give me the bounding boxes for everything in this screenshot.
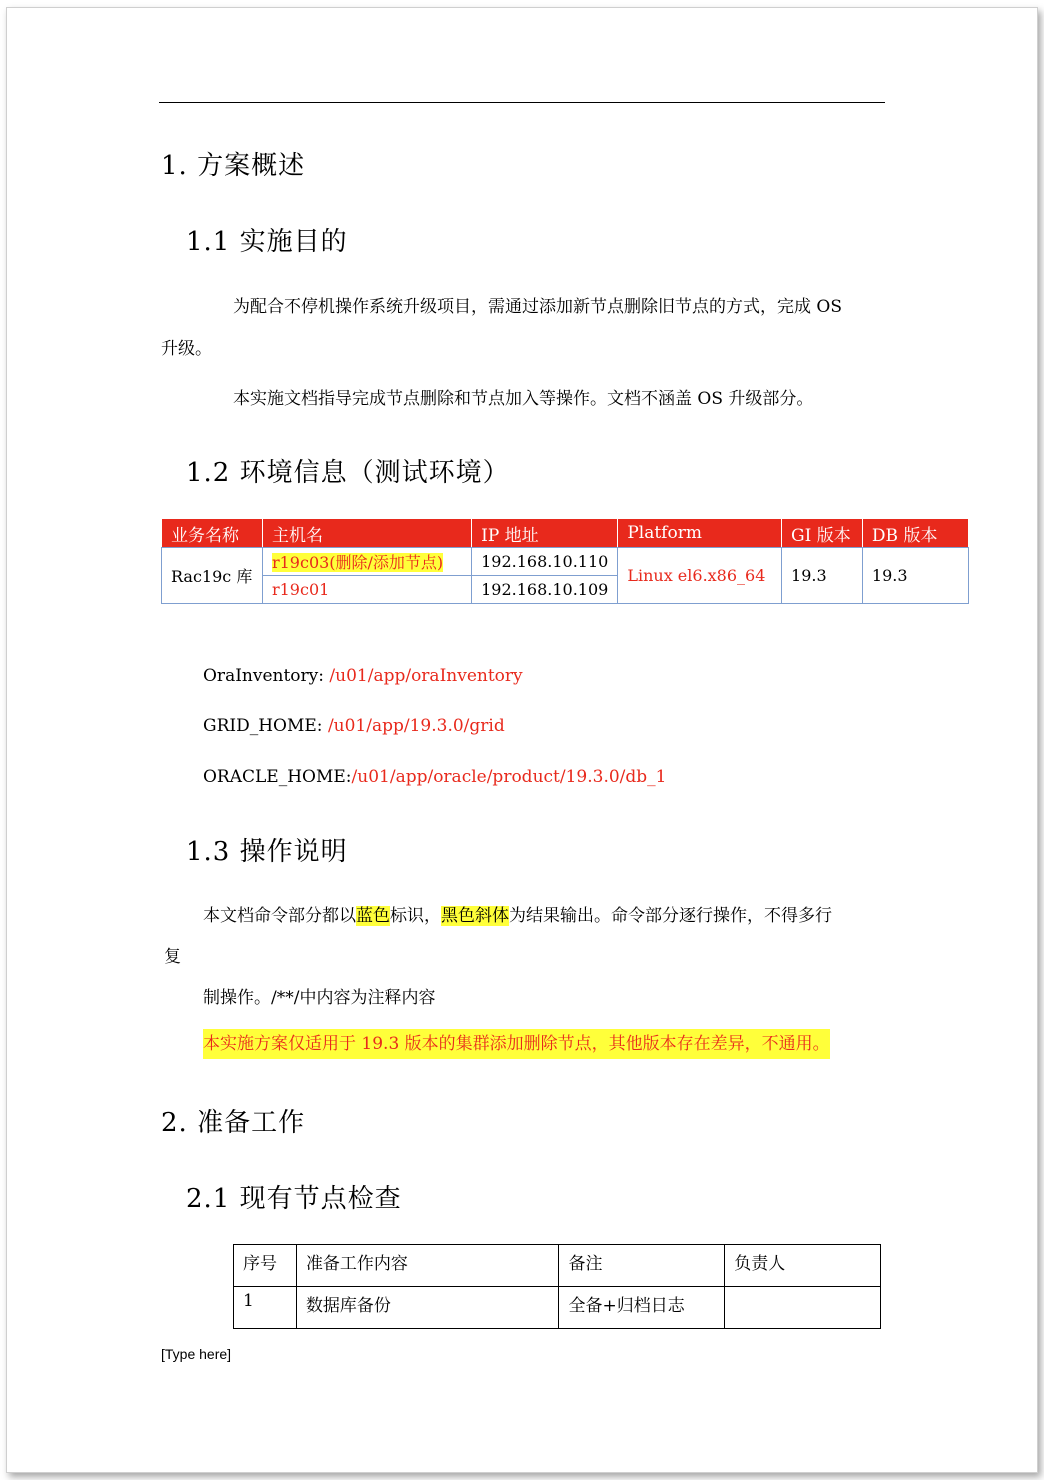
header-remark: 备注 <box>559 1245 725 1287</box>
environment-table-header <box>162 519 969 548</box>
header-owner: 负责人 <box>725 1245 881 1287</box>
header-hostname: 主机名 <box>262 519 471 548</box>
header-service: 业务名称 <box>162 519 263 548</box>
section-2-1-heading: 2.1 现有节点检查 <box>186 1184 402 1214</box>
paragraph-conventions-line1 <box>203 906 832 926</box>
cell-owner <box>725 1287 881 1329</box>
path-grid-home <box>203 716 505 736</box>
section-1-heading: 1. 方案概述 <box>161 151 306 181</box>
header-db-version: DB 版本 <box>862 519 968 548</box>
path-value: /u01/app/oraInventory <box>329 666 523 686</box>
text-run: 标识， <box>390 906 441 926</box>
environment-table <box>161 518 969 604</box>
header-seq: 序号 <box>234 1245 297 1287</box>
path-value: /u01/app/oracle/product/19.3.0/db_1 <box>351 767 667 787</box>
table-row <box>234 1287 881 1329</box>
paragraph-conventions-line2: 复 <box>164 947 181 967</box>
footer-placeholder[interactable]: [Type here] <box>161 1346 232 1362</box>
cell-seq: 1 <box>234 1287 297 1329</box>
path-label: GRID_HOME: <box>203 716 328 736</box>
cell-remark: 全备+归档日志 <box>559 1287 725 1329</box>
paragraph-purpose-line2: 升级。 <box>161 339 212 359</box>
cell-ip1: 192.168.10.110 <box>472 548 618 576</box>
node-check-table <box>233 1244 881 1329</box>
header-gi-version: GI 版本 <box>782 519 863 548</box>
host1-highlight: r19c03(删除/添加节点) <box>271 553 444 572</box>
section-2-heading: 2. 准备工作 <box>161 1108 306 1138</box>
cell-ip2: 192.168.10.109 <box>472 576 618 604</box>
header-task: 准备工作内容 <box>296 1245 559 1287</box>
cell-platform: Linux el6.x86_64 <box>618 548 782 604</box>
path-label: OraInventory: <box>203 666 330 686</box>
cell-db: 19.3 <box>862 548 968 604</box>
text-run: 本文档命令部分都以 <box>203 906 356 926</box>
path-label: ORACLE_HOME: <box>203 767 352 787</box>
highlight-blue-word: 蓝色 <box>356 906 390 926</box>
section-1-2-heading: 1.2 环境信息（测试环境） <box>186 458 510 488</box>
paragraph-purpose-line1: 为配合不停机操作系统升级项目，需通过添加新节点删除旧节点的方式，完成 OS <box>233 297 842 317</box>
section-1-1-heading: 1.1 实施目的 <box>186 227 348 257</box>
cell-task: 数据库备份 <box>296 1287 559 1329</box>
paragraph-conventions-line3: 制操作。/**/中内容为注释内容 <box>203 988 436 1008</box>
path-value: /u01/app/19.3.0/grid <box>327 716 505 736</box>
paragraph-scope: 本实施文档指导完成节点删除和节点加入等操作。文档不涵盖 OS 升级部分。 <box>233 389 814 409</box>
cell-gi: 19.3 <box>782 548 863 604</box>
section-1-3-heading: 1.3 操作说明 <box>186 837 348 867</box>
header-platform: Platform <box>618 519 782 548</box>
cell-host1 <box>262 548 471 576</box>
text-run: 为结果输出。命令部分逐行操作，不得多行 <box>509 906 832 926</box>
node-check-table-header <box>234 1245 881 1287</box>
path-oracle-home <box>203 767 666 787</box>
highlight-black-italic-word: 黑色斜体 <box>441 906 509 926</box>
path-orainventory <box>203 666 523 686</box>
header-ip: IP 地址 <box>472 519 618 548</box>
table-row <box>162 548 969 576</box>
applicability-note: 本实施方案仅适用于 19.3 版本的集群添加删除节点，其他版本存在差异，不通用。 <box>203 1029 830 1059</box>
cell-service: Rac19c 库 <box>162 548 263 604</box>
header-rule <box>159 102 885 103</box>
cell-host2: r19c01 <box>262 576 471 604</box>
